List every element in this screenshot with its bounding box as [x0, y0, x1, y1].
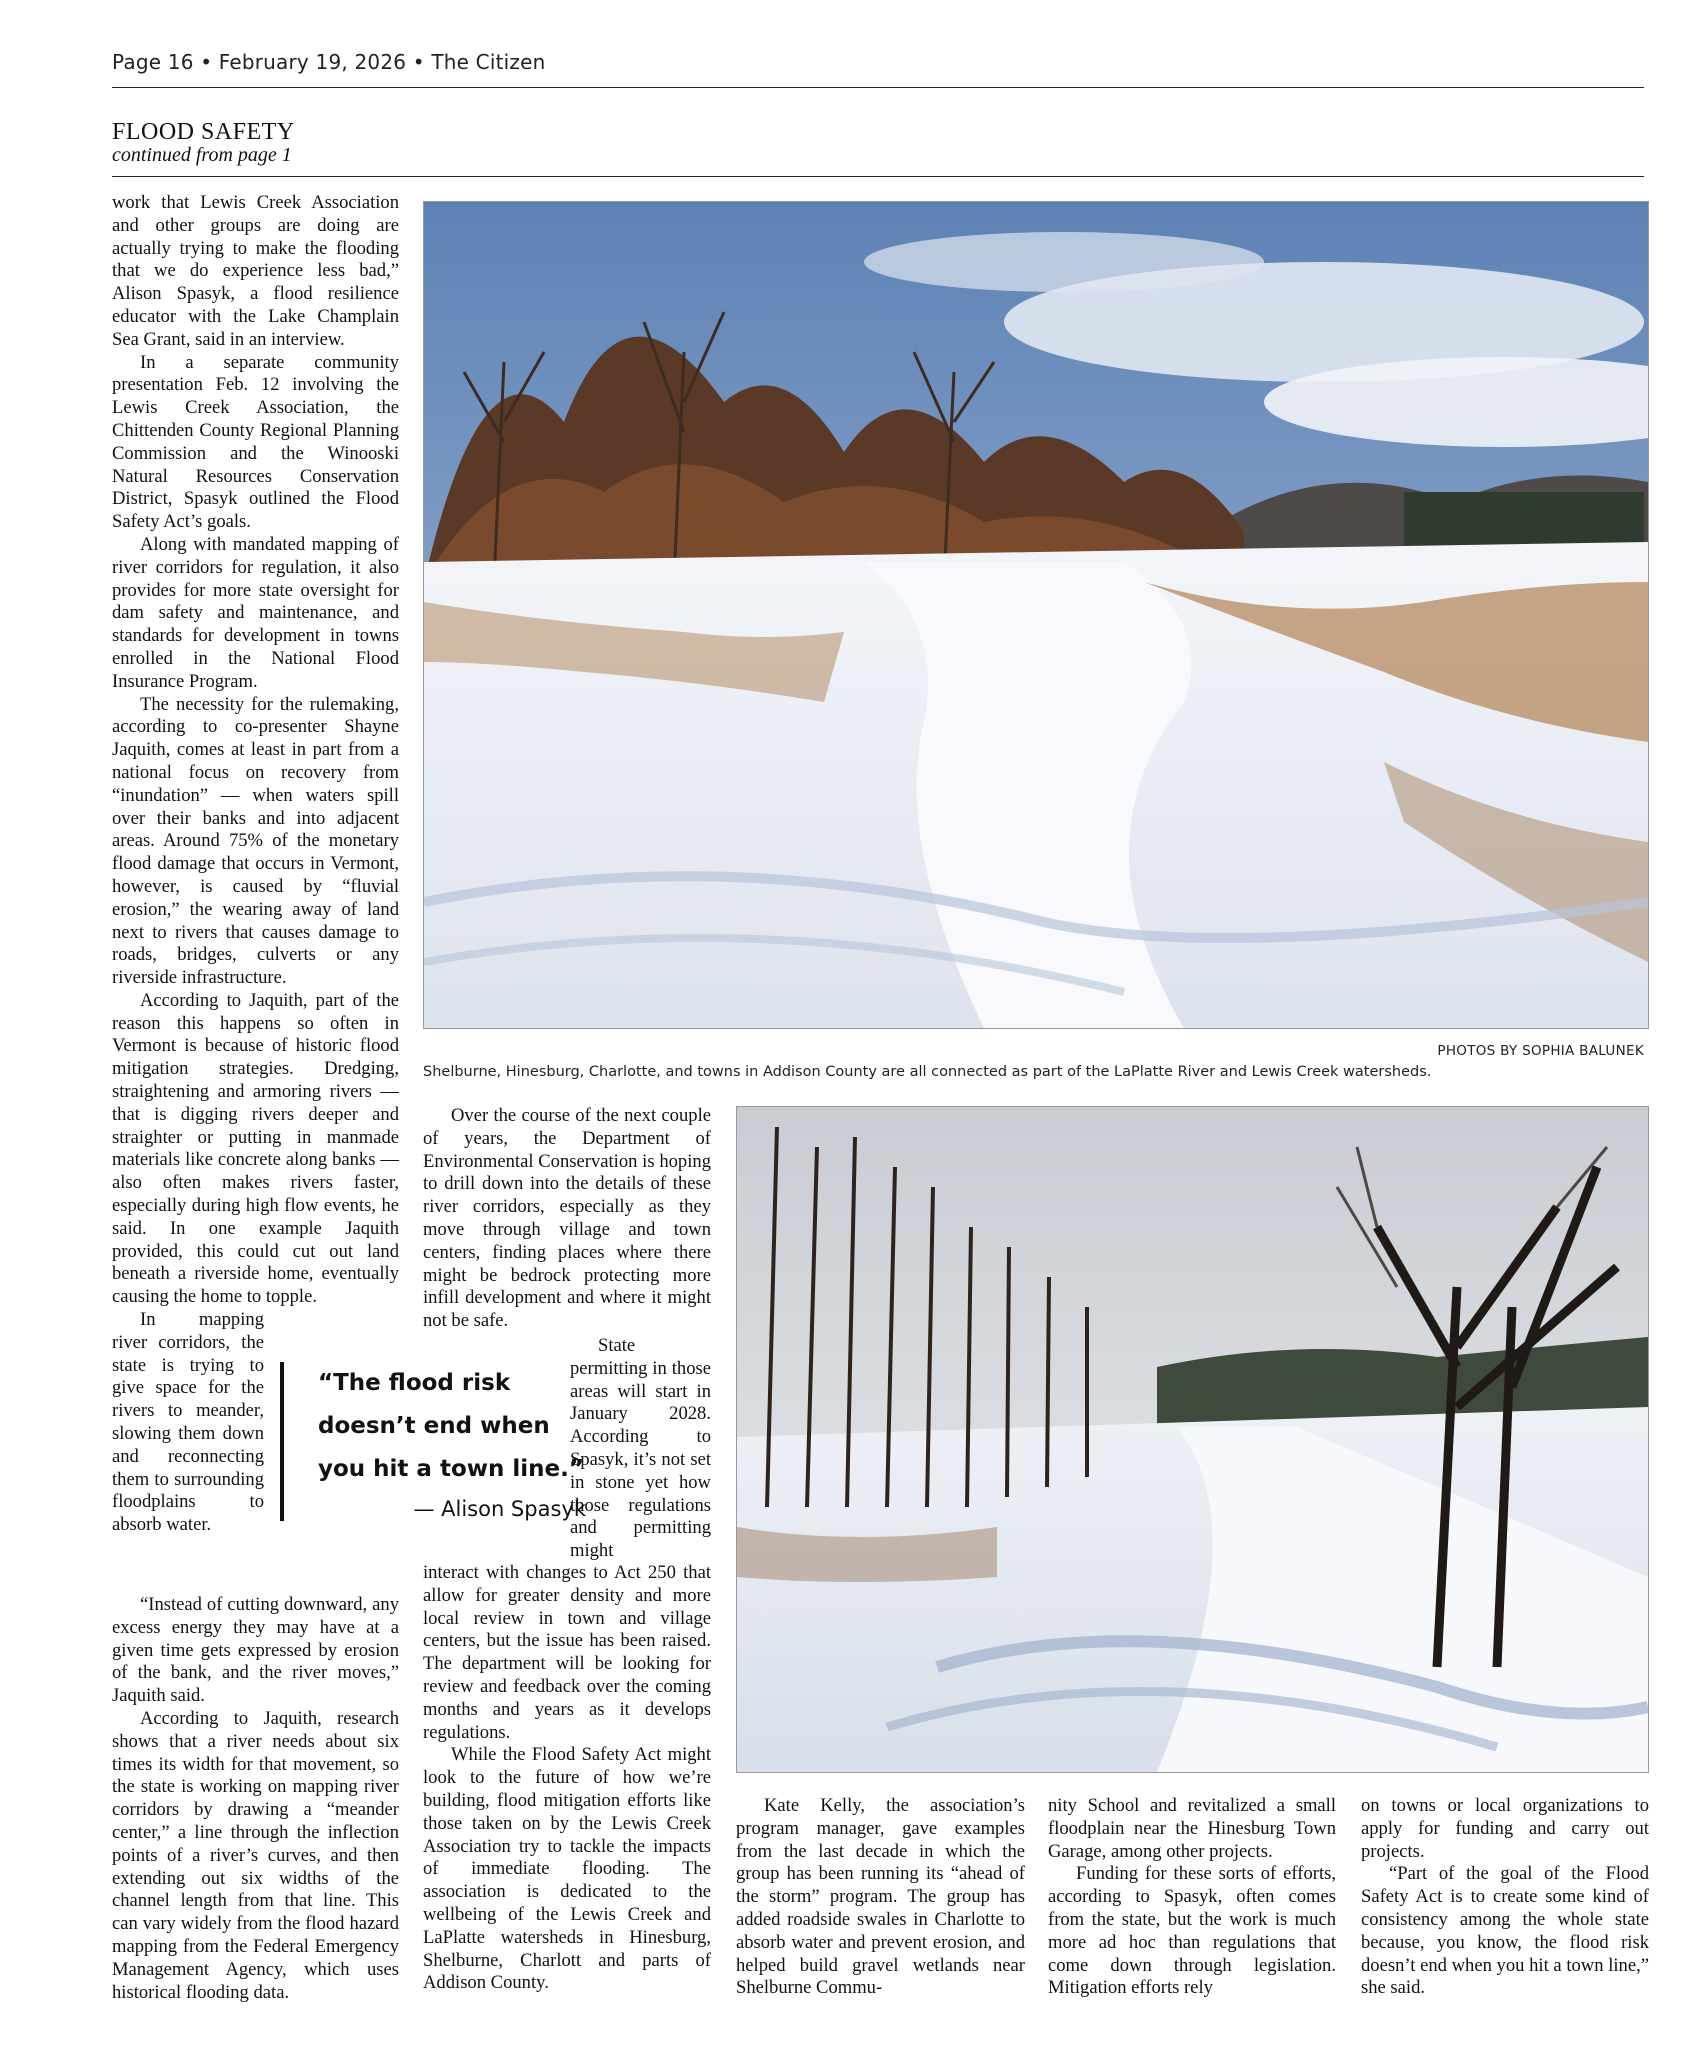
paragraph: While the Flood Safety Act might look to the future of how we’re building, flood mitigation efforts like those taken on by the Lewis Creek Association try to tackle the impacts of immediate flooding. The association is dedicated to the wellbeing of the Lewis Creek and LaPlatte watersheds in Hinesburg, Shelburne, Charlott and parts of Addison County. [423, 1744, 711, 1994]
article-column-3 [736, 1795, 1025, 2000]
paragraph: In mapping river corridors, the state is trying to give space for the rivers to meander, slowing them down and reconnecting them to surrounding floodplains to absorb water. [112, 1309, 264, 1536]
photo-credit: PHOTOS BY SOPHIA BALUNEK [1437, 1043, 1644, 1059]
issue-date: February 19, 2026 [218, 50, 407, 74]
pull-quote-text: “The flood risk doesn’t end when you hit a town line.” [318, 1370, 584, 1482]
header-rule [112, 87, 1644, 88]
article-kicker: FLOOD SAFETY [112, 119, 295, 145]
article-column-1-bottom [112, 1594, 399, 2004]
paragraph: Along with mandated mapping of river corridors for regulation, it also provides for more state oversight for dam safety and maintenance, and standards for development in towns enrolled in the National Flood Insurance Program. [112, 533, 399, 692]
article-column-2-narrow [570, 1335, 711, 1563]
paragraph: According to Jaquith, part of the reason this happens so often in Vermont is because of historic flood mitigation strategies. Dredging, straightening and armoring rivers — that is digging rivers deeper and straighter or putting in manmade materials like concrete along banks — also often makes rivers faster, especially during high flow events, he said. In one example Jaquith provided, this could cut out land beneath a riverside home, eventually causing the home to topple. [112, 989, 399, 1308]
photo-caption: Shelburne, Hinesburg, Charlotte, and towns in Addison County are all connected as part of the LaPlatte River and Lewis Creek watersheds. [423, 1064, 1432, 1080]
paragraph: “Part of the goal of the Flood Safety Act is to create some kind of consistency among the whole state because, you know, the flood risk doesn’t end when you hit a town line,” she said. [1361, 1863, 1649, 1999]
bullet-separator: • [200, 50, 219, 74]
article-column-1 [112, 192, 399, 1537]
pull-quote [280, 1362, 590, 1521]
paragraph: interact with changes to Act 250 that allow for greater density and more local review in town and village centers, but the issue has been raised. The department will be looking for review and feedback over the coming months and years as it develops regulations. [423, 1562, 711, 1743]
article-column-2-bottom [423, 1562, 711, 1995]
paragraph: State permitting in those areas will start in January 2028. According to Spasyk, it’s not set in stone yet how those regulations and permitting might [570, 1335, 711, 1562]
paragraph: work that Lewis Creek Association and other groups are doing are actually trying to make the flooding that we do experience less bad,” Alison Spasyk, a flood resilience educator with the Lake Champlain Sea Grant, said in an interview. [112, 192, 399, 350]
page-folio [112, 50, 545, 74]
pull-quote-attribution: — Alison Spasyk [413, 1497, 586, 1521]
paragraph: nity School and revitalized a small floodplain near the Hinesburg Town Garage, among other projects. [1048, 1795, 1336, 1862]
photo-snowy-trail [736, 1106, 1649, 1773]
article-column-4 [1048, 1795, 1336, 2000]
paragraph: on towns or local organizations to apply for funding and carry out projects. [1361, 1795, 1649, 1862]
paragraph: Kate Kelly, the association’s program manager, gave examples from the last decade in which the group has been running its “ahead of the storm” program. The group has added roadside swales in Charlotte to absorb water and prevent erosion, and helped build gravel wetlands near Shelburne Commu- [736, 1795, 1025, 1999]
article-column-5 [1361, 1795, 1649, 2000]
paragraph: Funding for these sorts of efforts, according to Spasyk, often comes from the state, but the work is much more ad hoc than regulations that come down through legislation. Mitigation efforts rely [1048, 1863, 1336, 1999]
paragraph: According to Jaquith, research shows that a river needs about six times its width for that movement, so the state is working on mapping river corridors by drawing a “meander center,” a line through the inflection points of a river’s curves, and then extending out six widths of the channel length from that line. This can vary widely from the flood hazard mapping from the Federal Emergency Management Agency, which uses historical flooding data. [112, 1707, 399, 2003]
paragraph: The necessity for the rulemaking, according to co-presenter Shayne Jaquith, comes at least in part from a national focus on recovery from “inundation” — when waters spill over their banks and into adjacent areas. Around 75% of the monetary flood damage that occurs in Vermont, however, is caused by “fluvial erosion,” the wearing away of land next to rivers that causes damage to roads, bridges, culverts or any riverside infrastructure. [112, 693, 399, 989]
article-column-2 [423, 1105, 711, 1333]
paragraph: In a separate community presentation Feb. 12 involving the Lewis Creek Association, the Chittenden County Regional Planning Commission and the Winooski Natural Resources Conservation District, Spasyk outlined the Flood Safety Act’s goals. [112, 351, 399, 533]
kicker-rule [112, 176, 1644, 177]
photo-snowy-creek-wide [423, 201, 1649, 1029]
paragraph: Over the course of the next couple of years, the Department of Environmental Conservation is hoping to drill down into the details of these river corridors, especially as they move through village and town centers, finding places where there might be bedrock protecting more infill development and where it might not be safe. [423, 1105, 711, 1332]
continuation-line: continued from page 1 [112, 144, 292, 166]
paragraph: “Instead of cutting downward, any excess energy they may have at a given time gets expressed by erosion of the bank, and the river moves,” Jaquith said. [112, 1594, 399, 1707]
bullet-separator: • [412, 50, 432, 74]
page-number: Page 16 [112, 50, 194, 74]
newspaper-name: The Citizen [431, 50, 546, 74]
photo-snowy-creek-wide-image [424, 202, 1648, 1028]
photo-snowy-trail-image [737, 1107, 1648, 1772]
